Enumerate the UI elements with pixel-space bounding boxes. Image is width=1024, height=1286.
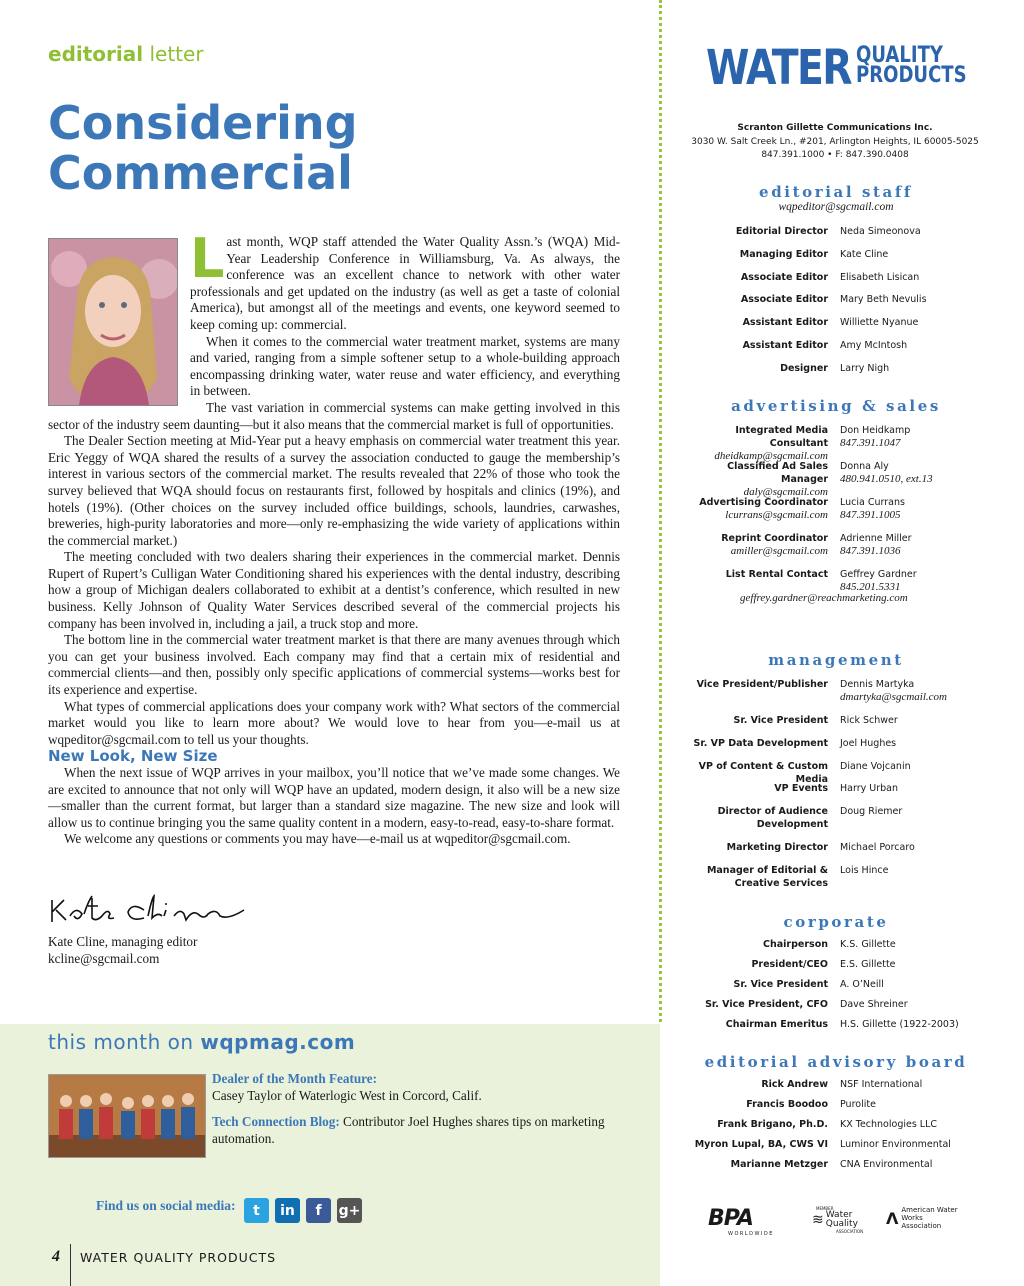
management-role: Marketing Director xyxy=(726,842,828,853)
advisory-role: Myron Lupal, BA, CWS VI xyxy=(694,1139,828,1150)
advisory-role: Frank Brigano, Ph.D. xyxy=(717,1119,828,1130)
publisher-info: Scranton Gillette Communications Inc. 3030 W. Salt Creek Ln., #201, Arlington Heights, IL 60005-5025 847.391.1000 • F: 847.390.0408 xyxy=(691,123,979,160)
advisory-role: Marianne Metzger xyxy=(730,1159,828,1170)
staff-role: Assistant Editor xyxy=(742,340,828,351)
wqa-logo: MEMBER ≋ Water Quality ASSOCIATION xyxy=(812,1206,864,1234)
social-icons xyxy=(244,1198,362,1223)
corporate-name: Dave Shreiner xyxy=(840,999,908,1010)
magazine-name: WATER QUALITY PRODUCTS xyxy=(80,1250,277,1265)
corporate-role: Sr. Vice President, CFO xyxy=(705,999,828,1010)
page-title: Considering Commercial xyxy=(48,96,358,200)
advertising-phone: 847.391.1036 xyxy=(840,545,901,557)
advertising-role: Integrated Media Consultant dheidkamp@sgcmail.com xyxy=(678,424,828,463)
staff-role: Associate Editor xyxy=(740,271,828,283)
management-role: VP Events xyxy=(774,783,828,794)
column-divider xyxy=(659,0,662,1022)
article-body: Last month, WQP staff attended the Water Quality Assn.’s (WQA) Mid-Year Leadership Conference in Williamsburg, Va. As always, the conference was an excellent chance to network with other water professionals and get updated on the industry (as well as get a taste of colonial America), but amongst all of the meetings and events, one keyword seemed to keep coming up: commercial. When it comes to the commercial water treatment market, systems are many and varied, ranging from a simple softener setup to a whole-building approach encompassing drinking water, water reuse and water efficiency, and everything in between. The vast variation in commercial systems can make getting involved in this sector of the industry seem daunting—but it also means that the commercial market is full of opportunities. The Dealer Section meeting at Mid-Year put a heavy emphasis on commercial water treatment this year. Eric Yeggy of WQA shared the results of a survey the association conducted to gauge the membership’s interest in various sectors of the commercial market. The results revealed that 22% of those who took the survey believed that WQA should focus on restaurants first, followed by hospitals and clinics (19%), and hotels (19%). (Other choices on the survey included office buildings, schools, laundries, carwashes, breweries, high-purity laboratories and more—only re-emphasizing the wide variety of applications within the commercial market.) The meeting concluded with two dealers sharing their experiences in the commercial market. Dennis Rupert of Rupert’s Culligan Water Conditioning shared his experiences with the dental industry, describing how a group of Michigan dealers collaborated to exhibit at a dentist’s conference, which resulted in new business. Kelly Johnson of Quality Water Services described several of the commercial projects his company has been involved in, including a jail, a truck stop and more. The bottom line in the commercial water treatment market is that there are many avenues through which you can get your business involved. Each company may find that a certain mix of residential and commercial clients—and then, possibly only specific applications of commercial systems—works best for its experience and expertise. What types of commercial applications does your company work with? What sectors of the commercial market would you like to learn more about? We would love to hear from you—e-mail us at wqpeditor@sgcmail.com to tell us your thoughts. New Look, New Size When the next issue of WQP arrives in your mailbox, you’ll notice that we’ve made some changes. We are excited to announce that not only will WQP have an updated, modern design, it also will be a new size—smaller than the current format, but larger than a standard size magazine. The new size and look will allow us to continue bringing you the same quality content in a modern, easy-to-read, easy-to-share format. We welcome any questions or comments you may have—e-mail us at wqpeditor@sgcmail.com. xyxy=(48,227,620,847)
tech-blog-link[interactable]: Tech Connection Blog: xyxy=(212,1114,340,1130)
advisory-role: Rick Andrew xyxy=(761,1079,828,1090)
advertising-role: List Rental Contact xyxy=(725,569,828,580)
staff-name: Williette Nyanue xyxy=(840,317,919,329)
googleplus-icon[interactable]: g+ xyxy=(337,1198,362,1223)
advertising-contact: Donna Aly 480.941.0510, ext.13 xyxy=(840,460,1020,486)
staff-role: Assistant Editor xyxy=(742,317,828,329)
subheading: New Look, New Size xyxy=(48,747,218,766)
corporate-role: Chairman Emeritus xyxy=(725,1019,828,1030)
management-name: Dennis Martyka dmartyka@sgcmail.com xyxy=(840,678,1020,704)
advertising-contact: Don Heidkamp 847.391.1047 xyxy=(840,424,1020,450)
advisory-name: CNA Environmental xyxy=(840,1159,933,1170)
management-role: Vice President/Publisher xyxy=(696,679,828,690)
staff-name: Mary Beth Nevulis xyxy=(840,294,927,306)
advertising-role: Classified Ad Sales Manager daly@sgcmail.com xyxy=(678,460,828,499)
corporate-role: President/CEO xyxy=(751,959,828,970)
advisory-name: Luminor Environmental xyxy=(840,1139,951,1150)
management-role: Manager of Editorial & Creative Services xyxy=(706,865,828,889)
advisory-name: KX Technologies LLC xyxy=(840,1119,938,1130)
advertising-phone: 480.941.0510, ext.13 xyxy=(840,473,933,485)
dealer-group-photo xyxy=(48,1074,206,1158)
management-name: Joel Hughes xyxy=(840,738,897,749)
management-name: Michael Porcaro xyxy=(840,842,915,853)
this-month-items: Dealer of the Month Feature: Casey Taylor of Waterlogic West in Corcord, Calif. Tech Connection Blog: Contributor Joel Hughes shares tips on marketing automation. xyxy=(212,1071,605,1146)
section-kicker: editorial letter xyxy=(48,42,204,66)
corporate-name: A. O’Neill xyxy=(840,979,884,990)
advertising-phone: 847.391.1005 xyxy=(840,509,901,521)
management-name: Harry Urban xyxy=(840,783,898,794)
staff-name: Larry Nigh xyxy=(840,362,890,374)
advertising-contact: Lucia Currans 847.391.1005 xyxy=(840,496,1020,522)
advisory-heading: editorial advisory board xyxy=(704,1053,968,1071)
advertising-email[interactable]: dheidkamp@sgcmail.com xyxy=(714,450,828,462)
management-name: Diane Vojcanin xyxy=(840,761,911,772)
editorial-staff-heading: editorial staff xyxy=(759,183,913,201)
corporate-name: E.S. Gillette xyxy=(840,959,896,970)
awwa-logo: Λ American Water Works Association xyxy=(886,1206,958,1230)
advertising-phone: 847.391.1047 xyxy=(840,437,901,449)
editorial-email: wqpeditor@sgcmail.com xyxy=(778,201,894,213)
folio-divider xyxy=(70,1244,71,1286)
corporate-name: K.S. Gillette xyxy=(840,939,896,950)
management-name: Doug Riemer xyxy=(840,806,903,817)
list-rental-email-text[interactable]: geffrey.gardner@reachmarketing.com xyxy=(740,592,908,604)
management-role: Sr. Vice President xyxy=(733,715,828,726)
staff-name: Amy McIntosh xyxy=(840,340,908,351)
corporate-role: Chairperson xyxy=(763,939,828,950)
staff-name: Elisabeth Lisican xyxy=(840,271,920,283)
staff-role: Editorial Director xyxy=(735,226,828,237)
signoff: Kate Cline, managing editor kcline@sgcmail.com xyxy=(48,934,198,966)
management-role: VP of Content & Custom Media xyxy=(698,761,828,785)
management-email[interactable]: dmartyka@sgcmail.com xyxy=(840,691,947,703)
advertising-contact: Adrienne Miller 847.391.1036 xyxy=(840,532,1020,558)
social-label: Find us on social media: xyxy=(96,1198,236,1213)
management-heading: management xyxy=(768,651,904,669)
advisory-name: Purolite xyxy=(840,1099,876,1110)
advertising-email[interactable]: lcurrans@sgcmail.com xyxy=(725,509,828,521)
staff-role: Managing Editor xyxy=(739,248,828,260)
staff-role: Designer xyxy=(780,362,828,374)
management-role: Sr. VP Data Development xyxy=(693,738,828,749)
management-name: Lois Hince xyxy=(840,865,889,876)
management-name: Rick Schwer xyxy=(840,715,898,726)
facebook-icon[interactable]: f xyxy=(306,1198,331,1223)
advertising-heading: advertising & sales xyxy=(731,397,941,415)
signature-image xyxy=(48,892,258,926)
advertising-role: Reprint Coordinator amiller@sgcmail.com xyxy=(678,532,828,558)
advertising-email[interactable]: daly@sgcmail.com xyxy=(743,486,828,498)
advisory-name: NSF International xyxy=(840,1079,923,1090)
this-month-heading: this month on wqpmag.com xyxy=(48,1030,356,1054)
linkedin-icon[interactable]: in xyxy=(275,1198,300,1223)
bpa-logo: BPA WORLDWIDE xyxy=(708,1206,774,1237)
management-role: Director of Audience Development xyxy=(717,806,828,830)
staff-name: Neda Simeonova xyxy=(840,226,921,237)
advertising-role: Advertising Coordinator lcurrans@sgcmail.com xyxy=(678,496,828,522)
corporate-heading: corporate xyxy=(783,913,889,931)
corporate-name: H.S. Gillette (1922-2003) xyxy=(840,1019,959,1030)
advertising-phone: 845.201.5331 xyxy=(840,581,901,593)
staff-name: Kate Cline xyxy=(840,248,889,260)
page-number: 4 xyxy=(52,1248,60,1265)
corporate-role: Sr. Vice President xyxy=(733,979,828,990)
advertising-email[interactable]: amiller@sgcmail.com xyxy=(730,545,828,557)
drop-cap: L xyxy=(190,227,225,290)
advertising-contact: Geffrey Gardner 845.201.5331 xyxy=(840,568,1020,594)
dealer-feature-link[interactable]: Dealer of the Month Feature: xyxy=(212,1071,378,1086)
twitter-icon[interactable]: t xyxy=(244,1198,269,1223)
staff-role: Associate Editor xyxy=(740,294,828,306)
advisory-role: Francis Boodoo xyxy=(746,1099,828,1110)
